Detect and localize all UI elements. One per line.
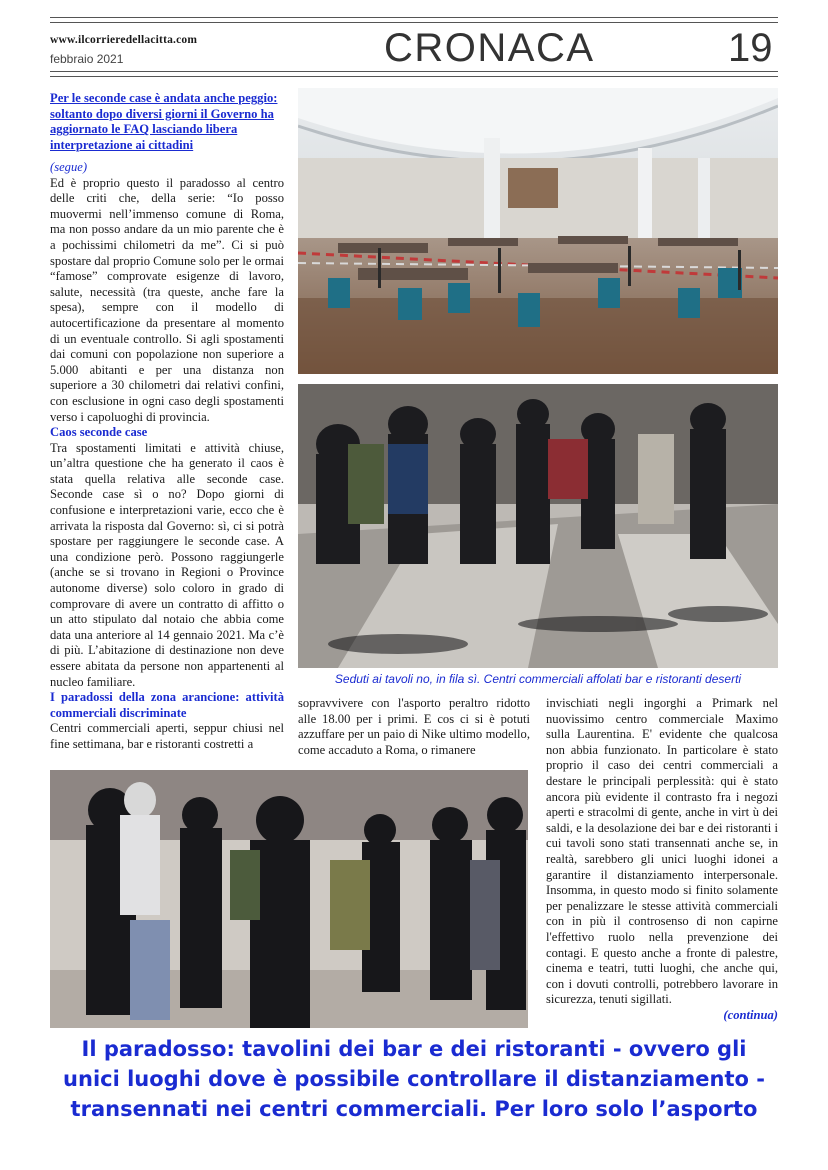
crowd-queue-image [50,770,528,1028]
top-rule-2 [50,22,778,23]
bottom-headline: Il paradosso: tavolini dei bar e dei ristoranti - ovvero gli unici luoghi dove è possibile controllare il distanziamento - transennati nei centri commerciali. Per loro solo l’asporto [63,1037,765,1121]
photo-empty-food-court [298,88,778,374]
paragraph-2: Tra spostamenti limitati e attività chiuse, un’altra questione che ha generato il caos è stata quella relativa alle seconde case. Seconde case sì o no? Dopo giorni di confusione e interpretazioni varie, ecco che è arrivata la risposta dal Governo: sì, ci si potrà spostare per raggiungere le seconde case. A una condizione però. Possono raggiungerle (anche se si trovano in Regioni o Province autonome diverse) solo coloro in grado di comprovare di avere un contratto di affitto o un atto stipulato dal notaio che abbia come data una anteriore al 14 gennaio 2021. Ma c’è di più. L’abitazione di destinazione non deve essere abitata da persone non appartenenti al nucleo familiare. [50,440,284,689]
photo-crowd-mall [298,384,778,668]
subhead-zona-arancione: I paradossi della zona arancione: attività commerciali discriminate [50,690,284,720]
article-column-3 [546,696,778,1023]
paragraph-3c: invischiati negli ingorghi a Primark nel nuovissimo centro commerciale Maximo sulla Laurentina. E' evidente che qualcosa non abbia funzionato. In particolare è stato proprio il caso dei centri commerciali a destare le principali perplessità: qui è stato ancora più evidente il contrasto fra i negozi aperti e stracolmi di gente, anche in virt ù dei saldi, e la desolazione dei bar e dei ristoranti i cui tavoli sono stati transennati anche se, in realtà, sarebbero gli unici luoghi idonei a garantire il distanziamento interpersonale. Insomma, in questo modo si finito solamente per penalizzare le stesse attività commerciali con in più il controsenso di non capirne l'effettivo ruolo nella prevenzione dei contagi. E questo anche a fronte di palestre, cinema e teatri, tutti luoghi, che anche qui, con i dovuti controlli, potrebbero lavorare in sicurezza, tenuti sigillati. [546,696,778,1007]
subhead-seconde-case: Caos seconde case [50,425,148,440]
food-court-image [298,88,778,374]
photo-crowd-queue [50,770,528,1028]
page-number: 19 [728,26,773,70]
photo-caption: Seduti ai tavoli no, in fila sì. Centri commerciali affolati bar e ristoranti deserti [334,672,742,686]
top-rule [50,17,778,18]
segue-label: (segue) [50,160,88,174]
paragraph-3b: sopravvivere con l'asporto peraltro ridotto alle 18.00 per i primi. E cos ci si è potuti azzuffare per un paio di Nike ultimo modello, come accaduto a Roma, o rimanere [298,696,530,757]
site-url[interactable]: www.ilcorrieredellacitta.com [50,34,198,46]
masthead-rule [50,71,778,72]
article-column-1 [50,160,284,753]
section-title: CRONACA [384,26,595,70]
masthead-rule-2 [50,76,778,77]
issue-date: febbraio 2021 [50,52,124,66]
continua-label: (continua) [723,1007,778,1022]
article-column-2 [298,696,530,758]
paragraph-1: Ed è proprio questo il paradosso al centro delle criti che, della serie: “Io posso muovermi nell’immenso comune di Roma, ma non posso andare da un mio parente che è a pochissimi chilometri da me”. Ci si può spostare dal proprio Comune solo per le ormai “famose” comprovate esigenze di lavoro, salute, necessità (tra queste, anche fare la spesa), sempre con il modello di autocertificazione da presentare al momento di un eventuale controllo. Si agli spostamenti dai comuni con popolazione non superiore a 5.000 abitanti e per una distanza non superiore a 30 chilometri dai relativi confini, con esclusione in ogni caso degli spostamenti verso i capoluoghi di provincia. [50,175,284,424]
crowd-mall-image [298,384,778,668]
paragraph-3a: Centri commerciali aperti, seppur chiusi nel fine settimana, bar e ristoranti costretti a [50,721,284,751]
article-kicker[interactable]: Per le seconde case è andata anche peggio: soltanto dopo diversi giorni il Governo ha aggiornato le FAQ lasciando libera interpretazione ai cittadini [50,91,278,152]
